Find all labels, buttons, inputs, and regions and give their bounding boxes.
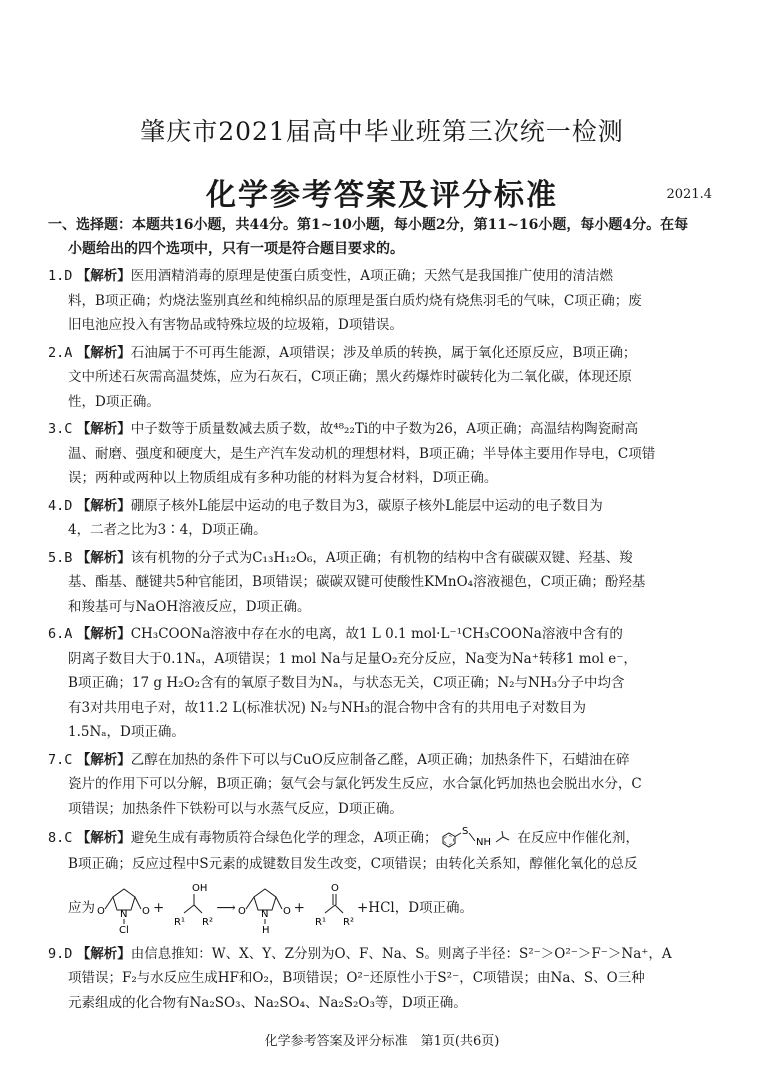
item-text: 硼原子核外L能层中运动的电子数目为3，碳原子核外L能层中运动的电子数目为 bbox=[130, 497, 603, 514]
ring bbox=[254, 889, 276, 910]
bond bbox=[184, 905, 194, 913]
item-text: B项正确；反应过程中S元素的成键数目发生改变，C项错误；由转化关系知，醇催化氧化的总反 bbox=[68, 856, 638, 872]
item-text: 瓷片的作用下可以分解，B项正确；氨气会与氯化钙发生反应，水合氯化钙加热也会脱出水分，C bbox=[68, 776, 642, 792]
item-text: 元素组成的化合物有Na₂SO₃、Na₂SO₄、Na₂S₂O₃等，D项正确。 bbox=[68, 994, 467, 1011]
bond bbox=[194, 905, 202, 913]
item-text: 医用酒精消毒的原理是使蛋白质变性，A项正确；天然气是我国推广使用的清洁燃 bbox=[130, 268, 613, 284]
answer-item-8 bbox=[48, 824, 724, 939]
item-text: B项正确；17 g H₂O₂含有的氧原子数目为Nₐ，与状态无关，C项正确；N₂与NH₃分子中均含 bbox=[68, 675, 625, 691]
bond bbox=[325, 905, 335, 913]
bond bbox=[455, 833, 461, 837]
plus-sign: + bbox=[293, 899, 305, 916]
item-text: 有3对共用电子对，故11.2 L(标准状况) N₂与NH₃的混合物中含有的共用电子对数目为 bbox=[68, 699, 586, 716]
analysis-tag: 【解析】 bbox=[76, 945, 131, 962]
item-text: 4，二者之比为3∶4，D项正确。 bbox=[68, 522, 267, 538]
item-text: 误；两种或两种以上物质组成有多种功能的材料为复合材料，D项正确。 bbox=[68, 470, 498, 486]
item-answer: C bbox=[64, 830, 73, 846]
item-number: 7. bbox=[48, 751, 65, 768]
item-answer: A bbox=[64, 626, 73, 642]
bond bbox=[496, 837, 503, 842]
reaction-equation bbox=[48, 877, 724, 939]
nitrogen-label: N bbox=[120, 909, 128, 920]
item-text: 文中所述石灰需高温焚炼，应为石灰石，C项正确；黑火药爆炸时碳转化为二氧化碳，体现还原 bbox=[68, 369, 632, 385]
item-number: 4. bbox=[48, 497, 65, 514]
answer-list bbox=[48, 264, 724, 1018]
section-heading bbox=[48, 213, 724, 261]
bond bbox=[276, 897, 282, 909]
nh-label: NH bbox=[476, 836, 492, 848]
hydroxyl-label: OH bbox=[192, 883, 208, 894]
answer-item-6 bbox=[48, 622, 724, 745]
nh-product-structure bbox=[236, 881, 294, 935]
item-text: 乙醇在加热的条件下可以与CuO反应制备乙醛，A项正确；加热条件下，石蜡油在碎 bbox=[130, 751, 630, 768]
bond bbox=[335, 905, 343, 913]
item-number: 1. bbox=[48, 268, 65, 284]
item-answer: D bbox=[64, 497, 73, 514]
item-text: 中子数等于质量数减去质子数，故⁴⁸₂₂Ti的中子数为26，A项正确；高温结构陶瓷耐高 bbox=[130, 421, 639, 437]
item-text: 基、酯基、醚键共5种官能团，B项错误；碳碳双键可使酸性KMnO₄溶液褪色，C项正确；酚羟基 bbox=[68, 574, 646, 590]
item-number: 6. bbox=[48, 626, 65, 642]
answer-item-3 bbox=[48, 417, 724, 491]
r2-label: R² bbox=[342, 917, 354, 928]
analysis-tag: 【解析】 bbox=[76, 421, 131, 437]
document-title: 肇庆市2021届高中毕业班第三次统一检测 bbox=[140, 117, 624, 146]
item-number: 9. bbox=[48, 945, 65, 962]
hydrogen-label: H bbox=[261, 925, 270, 935]
item-text: 旧电池应投入有害物品或特殊垃圾的垃圾箱，D项错误。 bbox=[68, 317, 403, 333]
item-text: 该有机物的分子式为C₁₃H₁₂O₆，A项正确；有机物的结构中含有碳碳双键、羟基、羧 bbox=[130, 549, 633, 566]
item-text: 性，D项正确。 bbox=[68, 393, 160, 410]
catalyst-structure bbox=[439, 826, 515, 852]
bond bbox=[246, 897, 254, 909]
bond bbox=[469, 833, 475, 841]
ring bbox=[113, 889, 135, 910]
item-text: 料，B项正确；灼烧法鉴别真丝和纯棉织品的原理是蛋白质灼烧有烧焦羽毛的气味，C项正确；废 bbox=[68, 292, 642, 309]
item-text: 1.5Nₐ，D项正确。 bbox=[68, 724, 185, 740]
item-text: 和羧基可与NaOH溶液反应，D项正确。 bbox=[68, 598, 311, 615]
item-answer: C bbox=[64, 751, 73, 768]
page-footer: 化学参考答案及评分标准 第1页(共6页) bbox=[264, 1034, 500, 1049]
plus-sign: + bbox=[153, 899, 165, 916]
ncs-reactant-structure bbox=[95, 881, 153, 935]
item-text: CH₃COONa溶液中存在水的电离，故1 L 0.1 mol·L⁻¹CH₃COONa溶液中含有的 bbox=[130, 626, 623, 642]
oxygen-label: O bbox=[97, 906, 105, 917]
r1-label: R¹ bbox=[174, 917, 186, 928]
sulfur-label: S bbox=[462, 825, 469, 837]
item-text: 项错误；F₂与水反应生成HF和O₂，B项错误；O²⁻还原性小于S²⁻，C项错误；由Na、S、O三种 bbox=[68, 970, 645, 986]
analysis-tag: 【解析】 bbox=[76, 497, 131, 514]
item-answer: B bbox=[64, 549, 73, 566]
item-text: +HCl，D项正确。 bbox=[356, 899, 474, 916]
analysis-tag: 【解析】 bbox=[76, 268, 131, 284]
section-heading-line: 一、选择题：本题共16小题，共44分。第1~10小题，每小题2分，第11~16小题，每小题4分。在每 bbox=[48, 217, 689, 233]
bond bbox=[502, 831, 503, 837]
alcohol-structure bbox=[164, 881, 216, 935]
item-answer: D bbox=[64, 945, 73, 962]
carbonyl-oxygen-label: O bbox=[330, 883, 339, 894]
analysis-tag: 【解析】 bbox=[76, 830, 131, 846]
item-text: 应为 bbox=[68, 899, 95, 916]
answer-item-7 bbox=[48, 748, 724, 822]
r2-label: R² bbox=[202, 917, 214, 928]
item-answer: A bbox=[64, 344, 73, 361]
analysis-tag: 【解析】 bbox=[76, 344, 131, 361]
item-number: 5. bbox=[48, 549, 65, 566]
answer-item-4 bbox=[48, 494, 724, 543]
document-date: 2021.4 bbox=[666, 187, 712, 202]
bond bbox=[503, 837, 509, 840]
item-answer: C bbox=[64, 421, 73, 437]
section-heading-line: 小题给出的四个选项中，只有一项是符合题目要求的。 bbox=[68, 241, 404, 257]
item-text: 由信息推知：W、X、Y、Z分别为O、F、Na、S。则离子半径：S²⁻＞O²⁻＞F⁻＞Na⁺，A bbox=[130, 945, 672, 962]
item-text: 项错误；加热条件下铁粉可以与水蒸气反应，D项正确。 bbox=[68, 800, 403, 817]
item-answer: D bbox=[64, 268, 73, 284]
bond bbox=[135, 897, 141, 909]
benzene-ring-inner bbox=[445, 835, 454, 845]
answer-item-2 bbox=[48, 341, 724, 415]
r1-label: R¹ bbox=[314, 917, 326, 928]
bond bbox=[105, 897, 113, 909]
item-text: 石油属于不可再生能源，A项错误；涉及单质的转换，属于氧化还原反应，B项正确； bbox=[130, 344, 637, 361]
item-text: 避免生成有毒物质符合绿色化学的理念，A项正确； bbox=[130, 830, 438, 846]
answer-item-5 bbox=[48, 546, 724, 620]
oxygen-label: O bbox=[237, 906, 246, 917]
nitrogen-label: N bbox=[260, 909, 269, 920]
chlorine-label: Cl bbox=[119, 925, 129, 935]
analysis-tag: 【解析】 bbox=[76, 626, 131, 642]
oxygen-label: O bbox=[142, 906, 150, 917]
item-text: 温、耐磨、强度和硬度大，是生产汽车发动机的理想材料，B项正确；半导体主要用作导电，C项错 bbox=[68, 445, 656, 462]
answer-item-1 bbox=[48, 264, 724, 338]
ketone-structure bbox=[305, 881, 357, 935]
item-text: 在反应中作催化剂， bbox=[517, 830, 639, 846]
item-number: 8. bbox=[48, 830, 65, 846]
document-subtitle: 化学参考答案及评分标准 bbox=[206, 178, 558, 213]
oxygen-label: O bbox=[282, 906, 291, 917]
item-text: 阴离子数目大于0.1Nₐ，A项错误；1 mol Na与足量O₂充分反应，Na变为Na⁺转移1 mol e⁻， bbox=[68, 650, 637, 667]
answer-item-9 bbox=[48, 942, 724, 1016]
reaction-arrow: ⟶ bbox=[216, 899, 236, 916]
analysis-tag: 【解析】 bbox=[76, 549, 131, 566]
item-number: 3. bbox=[48, 421, 65, 437]
item-number: 2. bbox=[48, 344, 65, 361]
analysis-tag: 【解析】 bbox=[76, 751, 131, 768]
